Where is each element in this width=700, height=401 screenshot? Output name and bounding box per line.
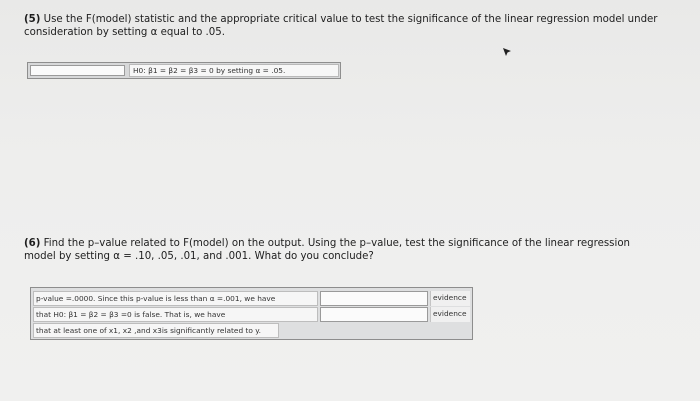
question-5-number: (5) — [24, 14, 41, 25]
answer-line-2: that H0: β1 = β2 = β3 =0 is false. That is, we have — [33, 307, 318, 322]
question-6 — [24, 237, 664, 263]
question-5-text: Use the F(model) statistic and the appropriate critical value to test the significance of the linear regression model under consideration by setting α equal to .05. — [24, 14, 658, 38]
answer-line-3: that at least one of x1, x2 ,and x3is significantly related to y. — [33, 323, 279, 338]
evidence-label-1: evidence — [430, 291, 470, 306]
answer-line-1: p-value =.0000. Since this p-value is less than α =.001, we have — [33, 291, 318, 306]
answer-input-2[interactable] — [320, 307, 428, 322]
question-6-text: Find the p–value related to F(model) on the output. Using the p–value, test the significance of the linear regression model by setting α = .10, .05, .01, and .001. What do you conclude? — [24, 238, 631, 262]
evidence-label-2: evidence — [430, 307, 470, 322]
h0-answer-input[interactable] — [30, 65, 125, 76]
h0-answer-row — [27, 62, 341, 79]
question-6-number: (6) — [24, 238, 41, 249]
mouse-cursor-icon — [502, 47, 512, 57]
answer-box — [30, 287, 473, 340]
question-5 — [24, 13, 664, 39]
answer-input-1[interactable] — [320, 291, 428, 306]
h0-label: H0: β1 = β2 = β3 = 0 by setting α = .05. — [129, 64, 339, 77]
